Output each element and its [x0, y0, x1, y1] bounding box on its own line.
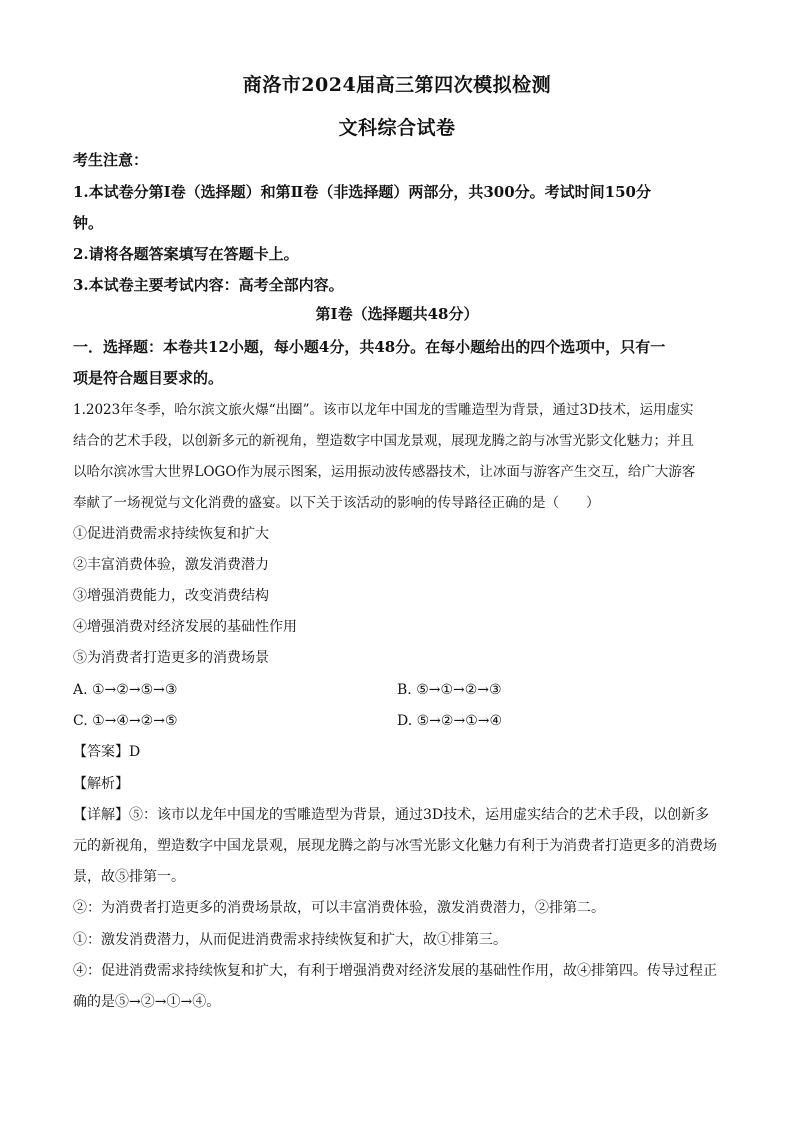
question-stem-line: 结合的艺术手段，以创新多元的新视角，塑造数字中国龙景观，展现龙腾之韵与冰雪光影文化魅力；并且 [73, 433, 694, 449]
notice-item-2: 2.请将各题答案填写在答题卡上。 [73, 245, 299, 263]
analysis-line: ②：为消费者打造更多的消费场景故，可以丰富消费体验，激发消费潜力，②排第二。 [73, 900, 605, 916]
analysis-line: 元的新视角，塑造数字中国龙景观，展现龙腾之韵与冰雪光影文化魅力有利于为消费者打造更多的消费场 [73, 838, 717, 854]
exam-title: 商洛市2024届高三第四次模拟检测 [242, 74, 552, 96]
analysis-line: 景，故⑤排第一。 [73, 869, 185, 885]
section-instruction-line-1: 一．选择题：本卷共12小题，每小题4分，共48分。在每小题给出的四个选项中，只有一 [73, 338, 666, 356]
analysis-label: 【解析】 [73, 776, 129, 792]
question-stem-line: 1.2023年冬季，哈尔滨文旅火爆“出圈”。该市以龙年中国龙的雪雕造型为背景，通过3D技术，运用虚实 [73, 402, 694, 418]
option-d: D. ⑤→②→①→④ [397, 713, 503, 729]
question-item: ①促进消费需求持续恢复和扩大 [73, 526, 269, 542]
answer: 【答案】D [73, 744, 141, 760]
notice-item-1-line-2: 钟。 [73, 214, 104, 232]
exam-subtitle: 文科综合试卷 [338, 117, 456, 139]
option-a: A. ①→②→⑤→③ [73, 682, 178, 698]
question-item: ④增强消费对经济发展的基础性作用 [73, 619, 297, 635]
question-item: ⑤为消费者打造更多的消费场景 [73, 650, 269, 666]
question-stem-line: 以哈尔滨冰雪大世界LOGO作为展示图案，运用振动波传感器技术，让冰面与游客产生交互，给广大游客 [73, 464, 696, 480]
notice-item-1-line-1: 1.本试卷分第Ⅰ卷（选择题）和第Ⅱ卷（非选择题）两部分，共300分。考试时间150分 [73, 183, 651, 201]
analysis-line: ①：激发消费潜力，从而促进消费需求持续恢复和扩大，故①排第三。 [73, 932, 507, 948]
option-b: B. ⑤→①→②→③ [397, 682, 502, 698]
analysis-line: ④：促进消费需求持续恢复和扩大，有利于增强消费对经济发展的基础性作用，故④排第四。传导过程正 [73, 963, 717, 979]
option-c: C. ①→④→②→⑤ [73, 713, 178, 729]
question-stem-line: 奉献了一场视觉与文化消费的盛宴。以下关于该活动的影响的传导路径正确的是（ ） [73, 495, 600, 511]
analysis-line: 确的是⑤→②→①→④。 [73, 994, 221, 1010]
question-item: ②丰富消费体验，激发消费潜力 [73, 557, 269, 573]
section-instruction-line-2: 项是符合题目要求的。 [73, 369, 224, 387]
notice-heading: 考生注意： [73, 151, 149, 169]
analysis-line: 【详解】⑤：该市以龙年中国龙的雪雕造型为背景，通过3D技术，运用虚实结合的艺术手段，以创新多 [73, 807, 710, 823]
notice-item-3: 3.本试卷主要考试内容：高考全部内容。 [73, 276, 344, 294]
question-item: ③增强消费能力，改变消费结构 [73, 588, 269, 604]
section-title: 第Ⅰ卷（选择题共48分） [315, 305, 479, 323]
